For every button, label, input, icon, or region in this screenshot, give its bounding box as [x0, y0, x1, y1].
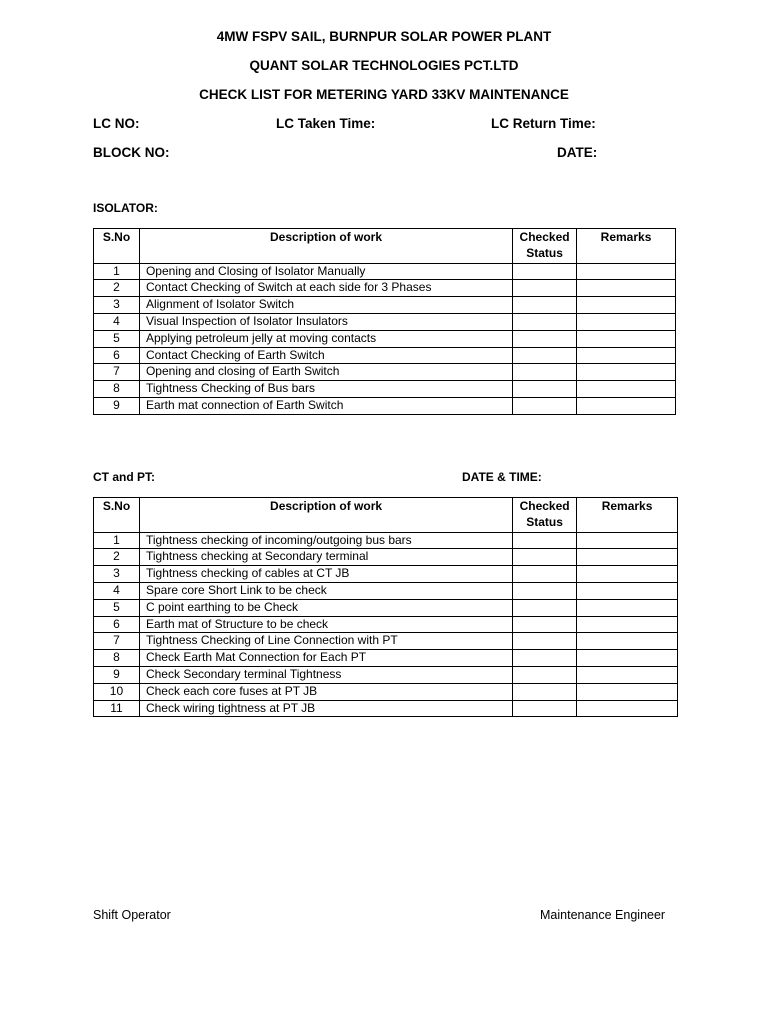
row-remarks-cell[interactable]	[577, 313, 676, 330]
row-sno: 2	[94, 549, 140, 566]
row-sno: 8	[94, 381, 140, 398]
table-row	[94, 532, 678, 549]
row-checked-status-cell[interactable]	[513, 532, 577, 549]
row-checked-status-cell[interactable]	[513, 549, 577, 566]
table-row	[94, 683, 678, 700]
table-header-row	[94, 498, 678, 533]
row-checked-status-cell[interactable]	[513, 666, 577, 683]
row-sno: 6	[94, 616, 140, 633]
row-remarks-cell[interactable]	[577, 532, 678, 549]
row-checked-status-cell[interactable]	[513, 280, 577, 297]
table-row	[94, 566, 678, 583]
plant-title: 4MW FSPV SAIL, BURNPUR SOLAR POWER PLANT	[216, 29, 552, 44]
row-checked-status-cell[interactable]	[513, 263, 577, 280]
row-description: Check each core fuses at PT JB	[139, 683, 512, 700]
table-row	[94, 599, 678, 616]
column-header-remarks: Remarks	[577, 229, 676, 264]
row-remarks-cell[interactable]	[577, 280, 676, 297]
table-row	[94, 330, 676, 347]
row-remarks-cell[interactable]	[577, 650, 678, 667]
row-description: Alignment of Isolator Switch	[139, 297, 512, 314]
isolator-checklist-table	[93, 228, 676, 415]
row-sno: 11	[94, 700, 140, 717]
ct-pt-checklist-table	[93, 497, 678, 717]
column-header-description: Description of work	[139, 498, 512, 533]
row-checked-status-cell[interactable]	[513, 566, 577, 583]
row-checked-status-cell[interactable]	[513, 683, 577, 700]
row-sno: 3	[94, 566, 140, 583]
column-header-sno: S.No	[94, 229, 140, 264]
row-sno: 3	[94, 297, 140, 314]
row-sno: 9	[94, 397, 140, 414]
row-remarks-cell[interactable]	[577, 297, 676, 314]
row-description: Applying petroleum jelly at moving contacts	[139, 330, 512, 347]
row-description: Spare core Short Link to be check	[139, 582, 512, 599]
row-description: Tightness checking of cables at CT JB	[139, 566, 512, 583]
row-sno: 7	[94, 364, 140, 381]
table-row	[94, 582, 678, 599]
row-remarks-cell[interactable]	[577, 666, 678, 683]
row-description: Check Secondary terminal Tightness	[139, 666, 512, 683]
column-header-sno: S.No	[94, 498, 140, 533]
row-remarks-cell[interactable]	[577, 364, 676, 381]
row-sno: 9	[94, 666, 140, 683]
row-description: Contact Checking of Switch at each side for 3 Phases	[139, 280, 512, 297]
table-row	[94, 364, 676, 381]
column-header-checked-status: Checked Status	[513, 229, 577, 264]
table-row	[94, 280, 676, 297]
row-description: Tightness Checking of Bus bars	[139, 381, 512, 398]
row-description: Tightness Checking of Line Connection with PT	[139, 633, 512, 650]
row-checked-status-cell[interactable]	[513, 397, 577, 414]
row-checked-status-cell[interactable]	[513, 599, 577, 616]
row-description: Check Earth Mat Connection for Each PT	[139, 650, 512, 667]
table-row	[94, 347, 676, 364]
row-description: Earth mat connection of Earth Switch	[139, 397, 512, 414]
table-row	[94, 397, 676, 414]
table-row	[94, 700, 678, 717]
row-sno: 5	[94, 599, 140, 616]
row-checked-status-cell[interactable]	[513, 347, 577, 364]
row-sno: 1	[94, 532, 140, 549]
row-description: Earth mat of Structure to be check	[139, 616, 512, 633]
row-remarks-cell[interactable]	[577, 263, 676, 280]
row-sno: 8	[94, 650, 140, 667]
row-checked-status-cell[interactable]	[513, 297, 577, 314]
lc-no-label: LC NO:	[93, 116, 140, 131]
row-remarks-cell[interactable]	[577, 347, 676, 364]
column-header-description: Description of work	[139, 229, 512, 264]
row-description: Check wiring tightness at PT JB	[139, 700, 512, 717]
row-description: Opening and closing of Earth Switch	[139, 364, 512, 381]
column-header-checked-status: Checked Status	[513, 498, 577, 533]
table-row	[94, 313, 676, 330]
row-checked-status-cell[interactable]	[513, 381, 577, 398]
row-checked-status-cell[interactable]	[513, 582, 577, 599]
block-no-label: BLOCK NO:	[93, 145, 170, 160]
row-remarks-cell[interactable]	[577, 566, 678, 583]
row-sno: 7	[94, 633, 140, 650]
date-time-label: DATE & TIME:	[462, 470, 542, 484]
date-label: DATE:	[557, 145, 598, 160]
row-description: Tightness checking at Secondary terminal	[139, 549, 512, 566]
row-sno: 4	[94, 313, 140, 330]
isolator-section-label: ISOLATOR:	[93, 201, 158, 215]
table-row	[94, 650, 678, 667]
row-checked-status-cell[interactable]	[513, 633, 577, 650]
shift-operator-signature-label: Shift Operator	[93, 908, 171, 922]
row-sno: 5	[94, 330, 140, 347]
row-remarks-cell[interactable]	[577, 616, 678, 633]
row-remarks-cell[interactable]	[577, 330, 676, 347]
row-remarks-cell[interactable]	[577, 700, 678, 717]
row-remarks-cell[interactable]	[577, 633, 678, 650]
row-sno: 6	[94, 347, 140, 364]
row-description: Tightness checking of incoming/outgoing bus bars	[139, 532, 512, 549]
lc-taken-time-label: LC Taken Time:	[276, 116, 376, 131]
row-remarks-cell[interactable]	[577, 683, 678, 700]
row-checked-status-cell[interactable]	[513, 364, 577, 381]
ct-pt-section-label: CT and PT:	[93, 470, 155, 484]
maintenance-engineer-signature-label: Maintenance Engineer	[540, 908, 666, 922]
row-description: Opening and Closing of Isolator Manually	[139, 263, 512, 280]
row-description: C point earthing to be Check	[139, 599, 512, 616]
row-checked-status-cell[interactable]	[513, 313, 577, 330]
column-header-remarks: Remarks	[577, 498, 678, 533]
row-description: Visual Inspection of Isolator Insulators	[139, 313, 512, 330]
table-row	[94, 616, 678, 633]
table-row	[94, 297, 676, 314]
row-remarks-cell[interactable]	[577, 582, 678, 599]
lc-return-time-label: LC Return Time:	[491, 116, 596, 131]
table-row	[94, 549, 678, 566]
table-row	[94, 666, 678, 683]
row-sno: 10	[94, 683, 140, 700]
table-row	[94, 633, 678, 650]
row-checked-status-cell[interactable]	[513, 650, 577, 667]
row-sno: 2	[94, 280, 140, 297]
row-remarks-cell[interactable]	[577, 397, 676, 414]
row-remarks-cell[interactable]	[577, 549, 678, 566]
row-remarks-cell[interactable]	[577, 599, 678, 616]
checklist-title: CHECK LIST FOR METERING YARD 33KV MAINTENANCE	[199, 87, 569, 102]
row-checked-status-cell[interactable]	[513, 330, 577, 347]
row-remarks-cell[interactable]	[577, 381, 676, 398]
row-checked-status-cell[interactable]	[513, 700, 577, 717]
table-header-row	[94, 229, 676, 264]
table-row	[94, 263, 676, 280]
row-description: Contact Checking of Earth Switch	[139, 347, 512, 364]
company-title: QUANT SOLAR TECHNOLOGIES PCT.LTD	[249, 58, 519, 73]
row-sno: 1	[94, 263, 140, 280]
table-row	[94, 381, 676, 398]
row-sno: 4	[94, 582, 140, 599]
row-checked-status-cell[interactable]	[513, 616, 577, 633]
